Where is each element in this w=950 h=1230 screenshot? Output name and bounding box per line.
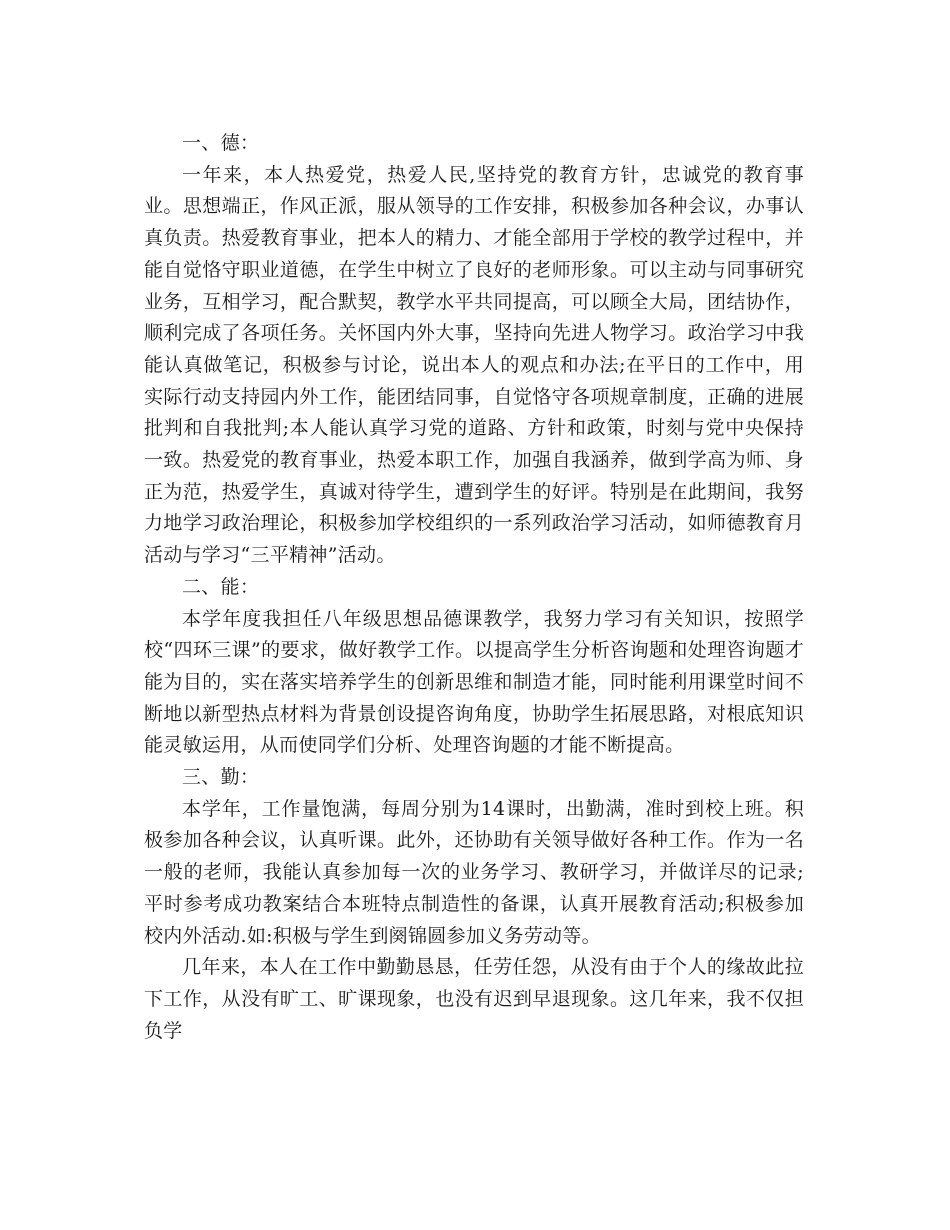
paragraph-qin-2: 几年来，本人在工作中勤勤恳恳，任劳任怨，从没有由于个人的缘故此拉下工作，从没有旷工、旷课现象，也没有迟到早退现象。这几年来，我不仅担负学 (144, 956, 804, 1042)
paragraph-qin-1: 本学年，工作量饱满，每周分别为14课时，出勤满，准时到校上班。积极参加各种会议，认真听课。此外，还协助有关领导做好各种工作。作为一名一般的老师，我能认真参加每一次的业务学习、教研学习，并做详尽的记录;平时参考成功教案结合本班特点制造性的备课，认真开展教育活动;积极参加校内外活动.如:积极与学生到阕锦圆参加义务劳动等。 (144, 797, 804, 947)
document-body (144, 128, 804, 1047)
paragraph-de-1: 一年来，本人热爱党，热爱人民,坚持党的教育方针，忠诚党的教育事业。思想端正，作风正派，服从领导的工作安排，积极参加各种会议，办事认真负责。热爱教育事业，把本人的精力、才能全部用于学校的教学过程中，并能自觉恪守职业道德，在学生中树立了良好的老师形象。可以主动与同事研究业务，互相学习，配合默契，教学水平共同提高，可以顾全大局，团结协作，顺利完成了各项任务。关怀国内外大事，坚持向先进人物学习。政治学习中我能认真做笔记，积极参与讨论，说出本人的观点和办法;在平日的工作中，用实际行动支持园内外工作，能团结同事，自觉恪守各项规章制度，正确的进展批判和自我批判;本人能认真学习党的道路、方针和政策，时刻与党中央保持一致。热爱党的教育事业，热爱本职工作，加强自我涵养，做到学高为师、身正为范，热爱学生，真诚对待学生，遭到学生的好评。特别是在此期间，我努力地学习政治理论，积极参加学校组织的一系列政治学习活动，如师德教育月活动与学习“三平精神”活动。 (144, 163, 804, 567)
section-heading-neng: 二、能： (182, 575, 260, 598)
section-heading-de: 一、德： (182, 132, 260, 154)
section-heading-qin: 三、勤： (182, 766, 260, 789)
paragraph-neng-1: 本学年度我担任八年级思想品德课教学，我努力学习有关知识，按照学校“四环三课”的要求，做好教学工作。以提高学生分析咨询题和处理咨询题才能为目的，实在落实培养学生的创新思维和制造才能，同时能利用课堂时间不断地以新型热点材料为背景创设提咨询角度，协助学生拓展思路，对根底知识能灵敏运用，从而使同学们分析、处理咨询题的才能不断提高。 (144, 607, 804, 757)
